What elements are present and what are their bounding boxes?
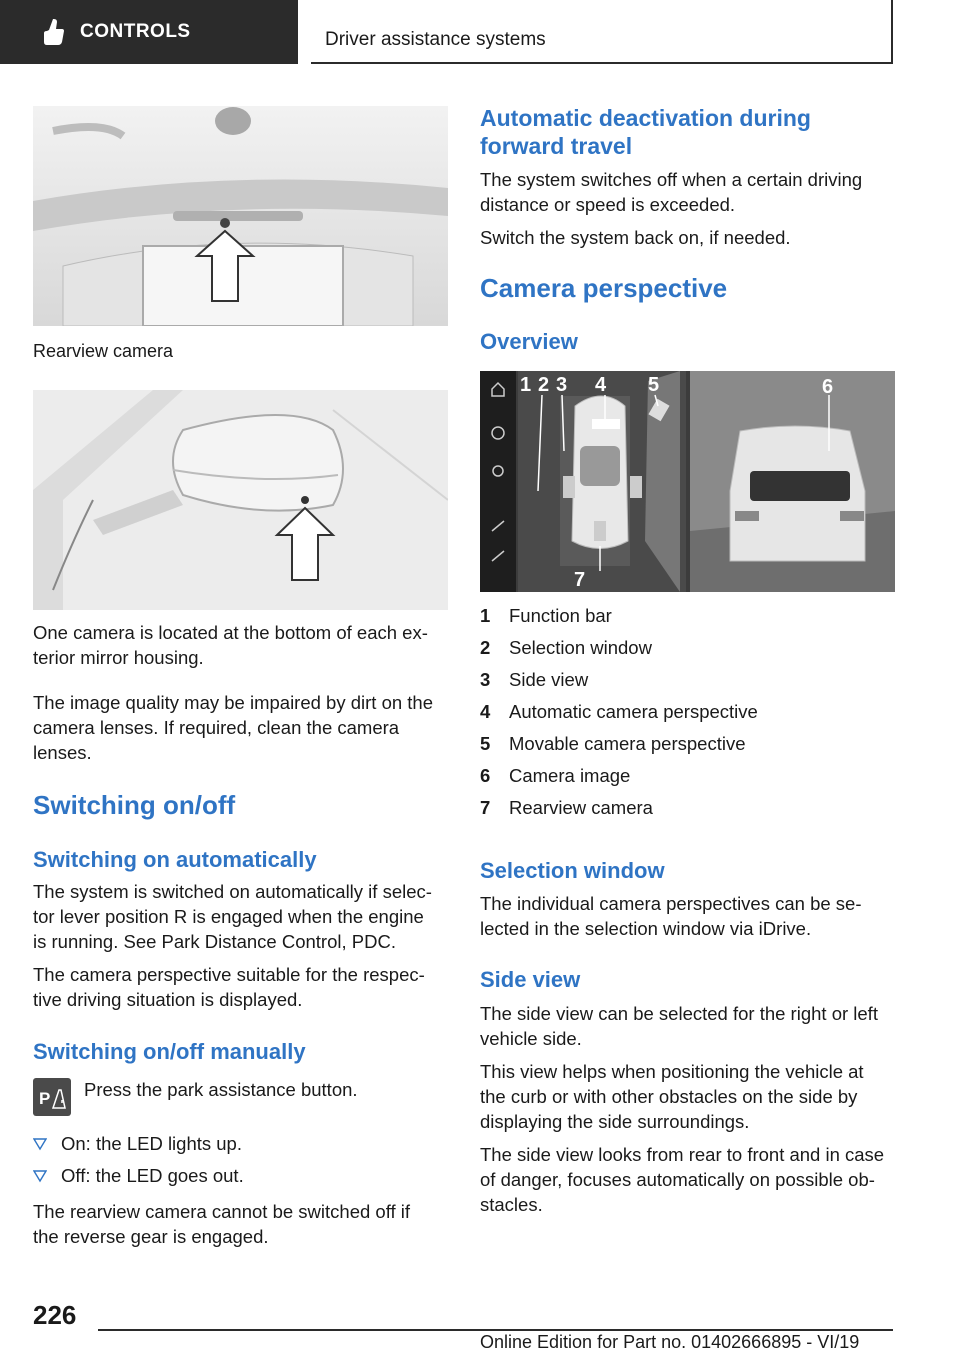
subsection-heading: Switching on/off manually: [33, 1039, 306, 1064]
section-heading: Camera perspective: [480, 273, 728, 303]
section-title: CONTROLS: [80, 21, 191, 42]
figure-label-5: 5: [648, 374, 660, 396]
paragraph: The image quality may be impaired by dirt on the camera lenses. If required, clean the camera lenses.: [33, 692, 434, 763]
press-instruction: Press the park assistance button.: [84, 1079, 358, 1100]
chapter-header: [311, 0, 893, 64]
mirror-camera-figure: [33, 390, 448, 610]
figure-label-7: 7: [574, 569, 586, 591]
rearview-camera-figure: [33, 106, 448, 326]
paragraph: The individual camera perspectives can be se- lected in the selection window via iDrive.: [480, 893, 862, 939]
subsection-heading: Automatic deactivation during forward travel: [480, 105, 811, 159]
svg-text:P: P: [39, 1089, 51, 1108]
list-item: Off: the LED goes out.: [33, 1165, 448, 1190]
paragraph: This view helps when positioning the vehicle at the curb or with other obstacles on the side by displaying the side surroundings.: [480, 1061, 864, 1132]
section-tab: [0, 0, 298, 64]
page-number: 226: [33, 1300, 77, 1330]
triangle-bullet-icon: [33, 1137, 47, 1151]
subsection-heading: Overview: [480, 329, 578, 354]
figure-label-3: 3: [556, 374, 568, 396]
figure-label-2: 2: [538, 374, 550, 396]
footer-edition: Online Edition for Part no. 01402666895 - VI/19: [480, 1332, 860, 1352]
chapter-title: Driver assistance systems: [325, 29, 546, 50]
subsection-heading: Switching on automatically: [33, 847, 317, 872]
paragraph: Switch the system back on, if needed.: [480, 227, 791, 248]
triangle-bullet-icon: [33, 1169, 47, 1183]
figure-label-6: 6: [822, 376, 834, 398]
subsection-heading: Selection window: [480, 858, 665, 883]
camera-overview-figure: [480, 371, 895, 592]
park-assistance-button-icon: [33, 1078, 71, 1116]
paragraph: The side view can be selected for the right or left vehicle side.: [480, 1003, 878, 1049]
footer-rule: [98, 1329, 893, 1331]
paragraph: The system is switched on automatically if selec- tor lever position R is engaged when the engine is running. See Park Distance Control, PDC.: [33, 881, 432, 952]
paragraph: The rearview camera cannot be switched off if the reverse gear is engaged.: [33, 1201, 411, 1247]
hand-icon: [38, 17, 68, 47]
paragraph: The side view looks from rear to front and in case of danger, focuses automatically on possible ob- stacles.: [480, 1144, 885, 1215]
figure-label-1: 1: [520, 374, 532, 396]
section-heading: Switching on/off: [33, 790, 236, 820]
paragraph: The camera perspective suitable for the respec- tive driving situation is displayed.: [33, 964, 425, 1010]
paragraph: The system switches off when a certain driving distance or speed is exceeded.: [480, 169, 863, 215]
figure-caption: Rearview camera: [33, 341, 174, 361]
paragraph: One camera is located at the bottom of each ex- terior mirror housing.: [33, 622, 428, 668]
list-item: On: the LED lights up.: [33, 1133, 448, 1158]
figure-label-4: 4: [595, 374, 607, 396]
subsection-heading: Side view: [480, 967, 581, 992]
